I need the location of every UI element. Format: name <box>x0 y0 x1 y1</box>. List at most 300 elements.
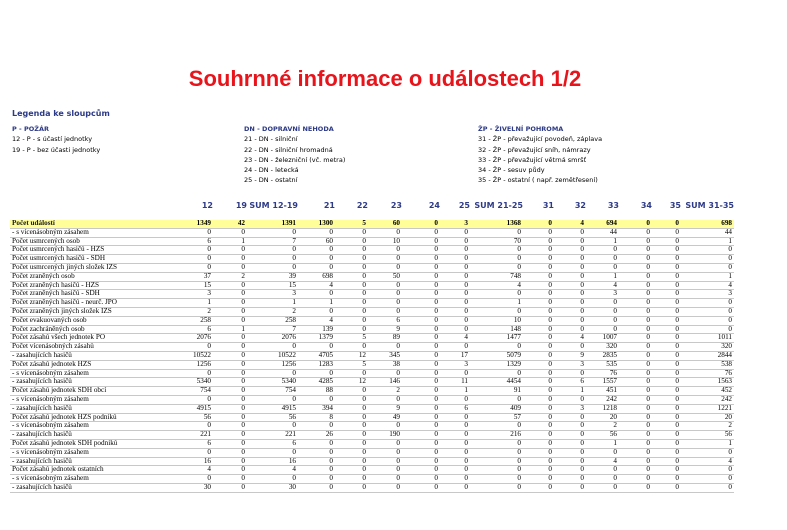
table-cell: 0 <box>652 228 681 237</box>
table-cell: 0 <box>368 290 402 299</box>
table-cell: 0 <box>470 457 523 466</box>
table-cell: 694 <box>586 220 619 228</box>
table-cell: 56 <box>180 413 213 422</box>
table-cell: 30 <box>247 483 298 492</box>
legend-item: 32 - ŽP - převažující sníh, námrazy <box>478 145 591 154</box>
table-cell: 0 <box>619 431 652 440</box>
table-cell: 0 <box>402 220 440 228</box>
table-cell: 0 <box>213 457 247 466</box>
table-cell: 0 <box>586 483 619 492</box>
column-header-33: 33 <box>607 201 619 210</box>
table-cell: 0 <box>335 431 368 440</box>
table-cell: 0 <box>440 483 470 492</box>
column-headers <box>0 201 787 212</box>
table-cell: 0 <box>180 395 213 404</box>
table-cell: 0 <box>619 343 652 352</box>
table-cell: 0 <box>619 281 652 290</box>
table-cell: 1 <box>554 387 586 396</box>
legend-zp <box>478 124 602 186</box>
table-cell: 0 <box>619 228 652 237</box>
table-cell: 538 <box>681 360 734 369</box>
table-cell: 0 <box>619 395 652 404</box>
table-cell: 0 <box>554 316 586 325</box>
row-label: - zasahujících hasičů <box>10 483 180 492</box>
table-cell: 0 <box>554 369 586 378</box>
table-cell: 0 <box>368 448 402 457</box>
column-header-35: 35 <box>669 201 681 210</box>
table-cell: 0 <box>402 404 440 413</box>
table-cell: 0 <box>652 369 681 378</box>
table-row <box>10 351 734 360</box>
table-cell: 0 <box>523 483 554 492</box>
table-cell: 0 <box>619 360 652 369</box>
table-cell: 0 <box>368 369 402 378</box>
row-label: - s vícenásobným zásahem <box>10 228 180 237</box>
table-cell: 44 <box>681 228 734 237</box>
table-cell: 0 <box>523 316 554 325</box>
table-cell: 0 <box>554 290 586 299</box>
table-cell: 0 <box>402 466 440 475</box>
table-cell: 0 <box>652 431 681 440</box>
table-cell: 4 <box>247 466 298 475</box>
table-cell: 0 <box>335 246 368 255</box>
table-cell: 37 <box>180 272 213 281</box>
table-cell: 2 <box>586 422 619 431</box>
legend-pozar-title: P - POŽÁR <box>12 125 50 133</box>
table-cell: 0 <box>523 246 554 255</box>
legend-item: 23 - DN - železniční (vč. metra) <box>244 155 346 164</box>
table-cell: 0 <box>652 325 681 334</box>
table-row <box>10 299 734 308</box>
legend-item: 34 - ŽP - sesuv půdy <box>478 166 545 175</box>
table-cell: 0 <box>523 263 554 272</box>
table-cell: 0 <box>652 316 681 325</box>
table-cell: 0 <box>554 307 586 316</box>
table-cell: 42 <box>213 220 247 228</box>
table-cell: 0 <box>440 316 470 325</box>
table-cell: 409 <box>470 404 523 413</box>
table-cell: 4 <box>180 466 213 475</box>
table-row <box>10 422 734 431</box>
row-label: Počet vícenásobných zásahů <box>10 343 180 352</box>
table-cell: 0 <box>180 246 213 255</box>
table-cell: 0 <box>335 413 368 422</box>
table-cell: 0 <box>586 325 619 334</box>
table-cell: 0 <box>652 422 681 431</box>
row-label: - s vícenásobným zásahem <box>10 369 180 378</box>
table-cell: 0 <box>180 369 213 378</box>
table-cell: 1 <box>470 299 523 308</box>
table-cell: 0 <box>554 272 586 281</box>
table-cell: 0 <box>523 422 554 431</box>
table-cell: 0 <box>586 246 619 255</box>
table-cell: 0 <box>335 369 368 378</box>
legend-dn <box>244 124 345 186</box>
table-cell: 320 <box>586 343 619 352</box>
table-cell: 4 <box>554 220 586 228</box>
table-row <box>10 475 734 484</box>
table-cell: 0 <box>335 475 368 484</box>
table-row <box>10 237 734 246</box>
table-cell: 1 <box>440 387 470 396</box>
table-cell: 0 <box>335 325 368 334</box>
row-label: Počet zásahů jednotek HZS podniků <box>10 413 180 422</box>
table-cell: 0 <box>213 255 247 264</box>
table-cell: 148 <box>470 325 523 334</box>
table-cell: 4915 <box>180 404 213 413</box>
table-cell: 0 <box>368 228 402 237</box>
table-cell: 0 <box>554 413 586 422</box>
table-cell: 9 <box>554 351 586 360</box>
table-cell: 4705 <box>298 351 335 360</box>
table-cell: 0 <box>247 422 298 431</box>
table-cell: 1379 <box>298 334 335 343</box>
table-cell: 0 <box>619 404 652 413</box>
table-cell: 0 <box>213 413 247 422</box>
table-cell: 0 <box>652 307 681 316</box>
table-cell: 0 <box>180 475 213 484</box>
table-cell: 0 <box>554 483 586 492</box>
table-row <box>10 255 734 264</box>
table-cell: 0 <box>619 246 652 255</box>
table-cell: 1329 <box>470 360 523 369</box>
table-cell: 0 <box>402 395 440 404</box>
table-cell: 190 <box>368 431 402 440</box>
table-cell: 0 <box>335 263 368 272</box>
table-cell: 0 <box>335 290 368 299</box>
table-cell: 0 <box>470 228 523 237</box>
table-cell: 4915 <box>247 404 298 413</box>
table-cell: 0 <box>523 272 554 281</box>
table-cell: 6 <box>180 237 213 246</box>
table-cell: 0 <box>652 483 681 492</box>
legend-item: 22 - DN - silniční hromadná <box>244 145 333 154</box>
table-cell: 0 <box>298 343 335 352</box>
row-label: Počet zásahů všech jednotek PO <box>10 334 180 343</box>
legend-item: 24 - DN - letecká <box>244 166 299 175</box>
table-cell: 0 <box>298 422 335 431</box>
table-cell: 0 <box>440 431 470 440</box>
table-cell: 0 <box>213 316 247 325</box>
table-cell: 0 <box>523 466 554 475</box>
table-cell: 0 <box>652 334 681 343</box>
table-cell: 452 <box>681 387 734 396</box>
table-cell: 0 <box>523 220 554 228</box>
table-cell: 15 <box>180 281 213 290</box>
legend-item: 33 - ŽP - převažující větrná smršť <box>478 155 587 164</box>
table-cell: 0 <box>652 343 681 352</box>
table-cell: 1007 <box>586 334 619 343</box>
table-cell: 0 <box>298 255 335 264</box>
table-cell: 15 <box>247 281 298 290</box>
table-cell: 1 <box>681 439 734 448</box>
table-cell: 0 <box>619 483 652 492</box>
table-cell: 0 <box>335 466 368 475</box>
table-cell: 0 <box>402 457 440 466</box>
table-cell: 4 <box>470 281 523 290</box>
table-cell: 0 <box>619 307 652 316</box>
table-cell: 0 <box>652 360 681 369</box>
events-summary-table <box>10 220 734 493</box>
table-cell: 1 <box>213 325 247 334</box>
table-cell: 0 <box>335 255 368 264</box>
table-cell: 0 <box>681 299 734 308</box>
table-cell: 0 <box>298 483 335 492</box>
table-cell: 0 <box>586 263 619 272</box>
table-cell: 0 <box>298 475 335 484</box>
table-cell: 1477 <box>470 334 523 343</box>
legend-pozar <box>12 124 100 155</box>
table-cell: 0 <box>368 395 402 404</box>
column-header-sum-21-25: SUM 21-25 <box>474 201 523 210</box>
column-header-sum-31-35: SUM 31-35 <box>685 201 734 210</box>
table-cell: 0 <box>523 290 554 299</box>
table-cell: 1221 <box>681 404 734 413</box>
table-cell: 0 <box>298 457 335 466</box>
table-row <box>10 290 734 299</box>
table-cell: 0 <box>213 483 247 492</box>
table-cell: 0 <box>213 281 247 290</box>
table-cell: 0 <box>335 237 368 246</box>
table-cell: 0 <box>470 483 523 492</box>
table-cell: 10 <box>368 237 402 246</box>
table-cell: 3 <box>681 290 734 299</box>
table-cell: 3 <box>247 290 298 299</box>
table-cell: 0 <box>335 228 368 237</box>
table-cell: 0 <box>298 307 335 316</box>
table-cell: 242 <box>586 395 619 404</box>
table-row <box>10 457 734 466</box>
table-cell: 3 <box>440 360 470 369</box>
table-cell: 0 <box>402 439 440 448</box>
table-cell: 0 <box>247 395 298 404</box>
table-cell: 0 <box>681 263 734 272</box>
table-cell: 0 <box>213 439 247 448</box>
table-cell: 0 <box>619 299 652 308</box>
table-cell: 0 <box>213 395 247 404</box>
table-cell: 3 <box>554 360 586 369</box>
table-cell: 146 <box>368 378 402 387</box>
table-cell: 0 <box>523 343 554 352</box>
table-cell: 17 <box>440 351 470 360</box>
table-cell: 0 <box>402 343 440 352</box>
table-cell: 1 <box>586 237 619 246</box>
row-label: Počet zraněných hasičů - SDH <box>10 290 180 299</box>
table-cell: 2076 <box>180 334 213 343</box>
table-cell: 0 <box>586 299 619 308</box>
table-cell: 0 <box>402 448 440 457</box>
table-cell: 1 <box>681 237 734 246</box>
table-cell: 4285 <box>298 378 335 387</box>
table-cell: 2844 <box>681 351 734 360</box>
table-cell: 0 <box>298 439 335 448</box>
table-cell: 0 <box>523 255 554 264</box>
table-cell: 0 <box>213 466 247 475</box>
table-cell: 0 <box>402 228 440 237</box>
table-cell: 7 <box>247 325 298 334</box>
table-cell: 0 <box>335 281 368 290</box>
table-cell: 0 <box>213 422 247 431</box>
table-cell: 5 <box>335 360 368 369</box>
table-cell: 1391 <box>247 220 298 228</box>
table-cell: 0 <box>681 307 734 316</box>
table-cell: 0 <box>586 466 619 475</box>
row-label: - zasahujících hasičů <box>10 351 180 360</box>
table-cell: 0 <box>402 351 440 360</box>
table-cell: 0 <box>440 439 470 448</box>
table-cell: 698 <box>681 220 734 228</box>
row-label: - s vícenásobným zásahem <box>10 395 180 404</box>
table-cell: 0 <box>213 387 247 396</box>
table-cell: 0 <box>470 307 523 316</box>
table-cell: 0 <box>440 422 470 431</box>
table-cell: 0 <box>470 475 523 484</box>
table-cell: 0 <box>554 263 586 272</box>
table-cell: 16 <box>247 457 298 466</box>
table-cell: 0 <box>213 246 247 255</box>
table-cell: 0 <box>213 299 247 308</box>
table-cell: 0 <box>180 263 213 272</box>
table-cell: 0 <box>652 404 681 413</box>
table-cell: 0 <box>523 387 554 396</box>
table-cell: 0 <box>213 378 247 387</box>
table-cell: 0 <box>402 290 440 299</box>
table-cell: 0 <box>298 369 335 378</box>
table-cell: 0 <box>652 351 681 360</box>
table-cell: 0 <box>335 316 368 325</box>
table-cell: 0 <box>440 299 470 308</box>
row-label: - zasahujících hasičů <box>10 431 180 440</box>
legend-heading: Legenda ke sloupcům <box>12 109 110 118</box>
table-row <box>10 316 734 325</box>
table-cell: 0 <box>619 334 652 343</box>
table-cell: 0 <box>523 431 554 440</box>
table-cell: 0 <box>402 263 440 272</box>
table-cell: 0 <box>440 448 470 457</box>
table-cell: 0 <box>402 272 440 281</box>
table-cell: 1011 <box>681 334 734 343</box>
table-cell: 0 <box>335 457 368 466</box>
table-cell: 0 <box>213 360 247 369</box>
table-cell: 0 <box>298 466 335 475</box>
table-cell: 10522 <box>247 351 298 360</box>
table-cell: 0 <box>554 228 586 237</box>
legend-item: 35 - ŽP - ostatní ( např. zemětřesení) <box>478 176 598 185</box>
table-cell: 0 <box>402 360 440 369</box>
table-cell: 5079 <box>470 351 523 360</box>
table-cell: 0 <box>619 351 652 360</box>
table-cell: 0 <box>247 448 298 457</box>
table-cell: 0 <box>298 448 335 457</box>
table-cell: 20 <box>681 413 734 422</box>
table-cell: 0 <box>554 343 586 352</box>
table-cell: 1 <box>180 299 213 308</box>
table-row <box>10 387 734 396</box>
table-cell: 0 <box>652 255 681 264</box>
table-cell: 0 <box>368 307 402 316</box>
table-cell: 0 <box>368 343 402 352</box>
table-cell: 0 <box>523 378 554 387</box>
table-row <box>10 246 734 255</box>
table-row <box>10 263 734 272</box>
table-cell: 0 <box>554 246 586 255</box>
table-cell: 0 <box>523 439 554 448</box>
table-cell: 91 <box>470 387 523 396</box>
table-cell: 0 <box>619 413 652 422</box>
table-cell: 0 <box>440 237 470 246</box>
table-cell: 0 <box>554 431 586 440</box>
table-cell: 0 <box>554 439 586 448</box>
row-label: Počet usmrcených osob <box>10 237 180 246</box>
table-cell: 0 <box>213 290 247 299</box>
table-cell: 0 <box>335 343 368 352</box>
table-cell: 0 <box>335 422 368 431</box>
table-cell: 7 <box>247 237 298 246</box>
table-cell: 30 <box>180 483 213 492</box>
table-row <box>10 343 734 352</box>
table-cell: 754 <box>180 387 213 396</box>
row-label: Počet usmrcených hasičů - HZS <box>10 246 180 255</box>
table-cell: 0 <box>402 431 440 440</box>
table-cell: 0 <box>652 395 681 404</box>
column-header-sum-12-19: SUM 12-19 <box>249 201 298 210</box>
table-cell: 0 <box>402 246 440 255</box>
table-cell: 0 <box>554 422 586 431</box>
table-cell: 0 <box>586 255 619 264</box>
table-cell: 0 <box>523 448 554 457</box>
table-cell: 0 <box>335 439 368 448</box>
row-label: Počet událostí <box>10 220 180 228</box>
table-cell: 0 <box>368 457 402 466</box>
table-cell: 0 <box>180 343 213 352</box>
table-cell: 0 <box>652 281 681 290</box>
table-cell: 0 <box>619 369 652 378</box>
legend-item: 12 - P - s účastí jednotky <box>12 135 93 144</box>
table-cell: 0 <box>440 325 470 334</box>
table-cell: 0 <box>368 475 402 484</box>
table-cell: 0 <box>554 281 586 290</box>
table-cell: 2076 <box>247 334 298 343</box>
table-cell: 0 <box>619 255 652 264</box>
table-row <box>10 325 734 334</box>
table-cell: 0 <box>652 413 681 422</box>
table-cell: 1283 <box>298 360 335 369</box>
table-cell: 0 <box>402 378 440 387</box>
column-header-25: 25 <box>458 201 470 210</box>
table-cell: 1 <box>681 272 734 281</box>
table-cell: 0 <box>554 255 586 264</box>
table-cell: 44 <box>586 228 619 237</box>
table-cell: 4 <box>681 457 734 466</box>
table-cell: 49 <box>368 413 402 422</box>
column-header-12: 12 <box>201 201 213 210</box>
table-cell: 5 <box>335 334 368 343</box>
legend-zp-title: ŽP - ŽIVELNÍ POHROMA <box>478 125 564 133</box>
table-cell: 0 <box>368 483 402 492</box>
table-cell: 0 <box>402 422 440 431</box>
table-cell: 535 <box>586 360 619 369</box>
table-cell: 0 <box>470 246 523 255</box>
table-cell: 0 <box>402 483 440 492</box>
table-cell: 0 <box>440 263 470 272</box>
table-cell: 754 <box>247 387 298 396</box>
table-row <box>10 228 734 237</box>
table-cell: 0 <box>619 457 652 466</box>
table-cell: 1368 <box>470 220 523 228</box>
table-cell: 12 <box>335 378 368 387</box>
table-cell: 221 <box>180 431 213 440</box>
table-cell: 38 <box>368 360 402 369</box>
